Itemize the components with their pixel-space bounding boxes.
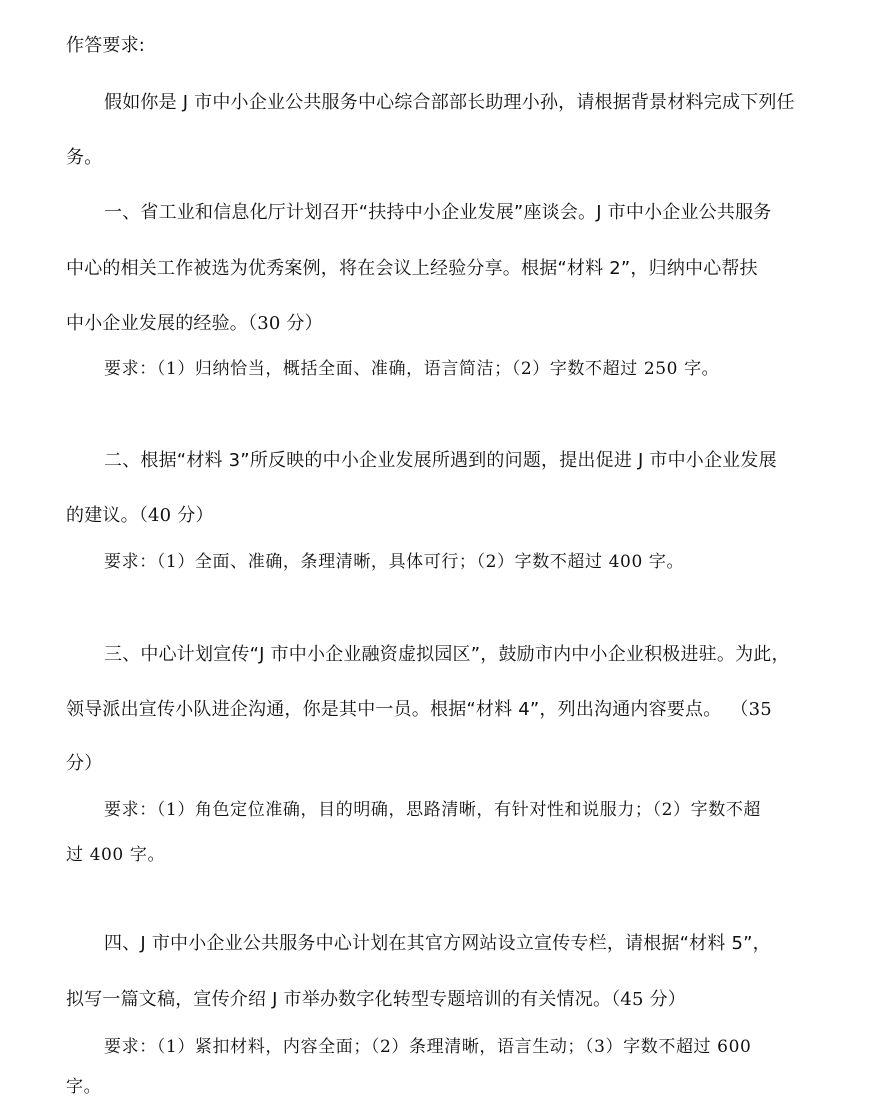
question-4-requirement-line-1: 要求：（1）紧扣材料，内容全面；（2）条理清晰，语言生动；（3）字数不超过 600 [104,1037,752,1057]
question-4-text: 拟写一篇文稿，宣传介绍 J 市举办数字化转型专题培训的有关情况。 [66,989,612,1010]
question-4-score: （45 分） [611,989,686,1010]
question-3-score-part-1: （35 [739,699,772,720]
intro-line-2: 务。 [66,147,103,168]
question-3-line-1: 三、中心计划宣传“J 市中小企业融资虚拟园区”，鼓励市内中小企业积极进驻。为此， [104,644,790,665]
question-4-line-2 [66,988,686,1012]
intro-line-1: 假如你是 J 市中小企业公共服务中心综合部部长助理小孙，请根据背景材料完成下列任 [104,92,795,113]
section-heading: 作答要求: [66,35,146,56]
question-1-requirement: 要求：（1）归纳恰当，概括全面、准确，语言简洁；（2）字数不超过 250 字。 [104,359,720,379]
question-1-line-3 [66,312,323,336]
question-2-requirement: 要求：（1）全面、准确，条理清晰，具体可行；（2）字数不超过 400 字。 [104,552,685,572]
question-2-line-2 [66,504,214,528]
question-4-requirement-line-2: 字。 [66,1077,102,1097]
question-1-text: 中小企业发展的经验。 [66,313,248,334]
question-1-line-1: 一、省工业和信息化厅计划召开“扶持中小企业发展”座谈会。J 市中小企业公共服务 [104,202,772,223]
question-2-text: 的建议。 [66,505,139,526]
question-3-requirement-line-2: 过 400 字。 [66,845,166,865]
question-3-score-part-2: 分） [66,753,103,774]
question-3-text: 领导派出宣传小队进企沟通，你是其中一员。根据“材料 4”，列出沟通内容要点。 [66,699,722,720]
question-3-line-2 [66,698,772,722]
question-3-requirement-line-1: 要求：（1）角色定位准确，目的明确，思路清晰，有针对性和说服力；（2）字数不超 [104,800,762,820]
question-1-score: （30 分） [248,313,323,334]
question-2-line-1: 二、根据“材料 3”所反映的中小企业发展所遇到的问题，提出促进 J 市中小企业发展 [104,450,777,471]
question-1-line-2: 中心的相关工作被选为优秀案例，将在会议上经验分享。根据“材料 2”，归纳中心帮扶 [66,258,758,279]
question-4-line-1: 四、J 市中小企业公共服务中心计划在其官方网站设立宣传专栏，请根据“材料 5”， [104,933,771,954]
question-2-score: （40 分） [138,505,214,526]
